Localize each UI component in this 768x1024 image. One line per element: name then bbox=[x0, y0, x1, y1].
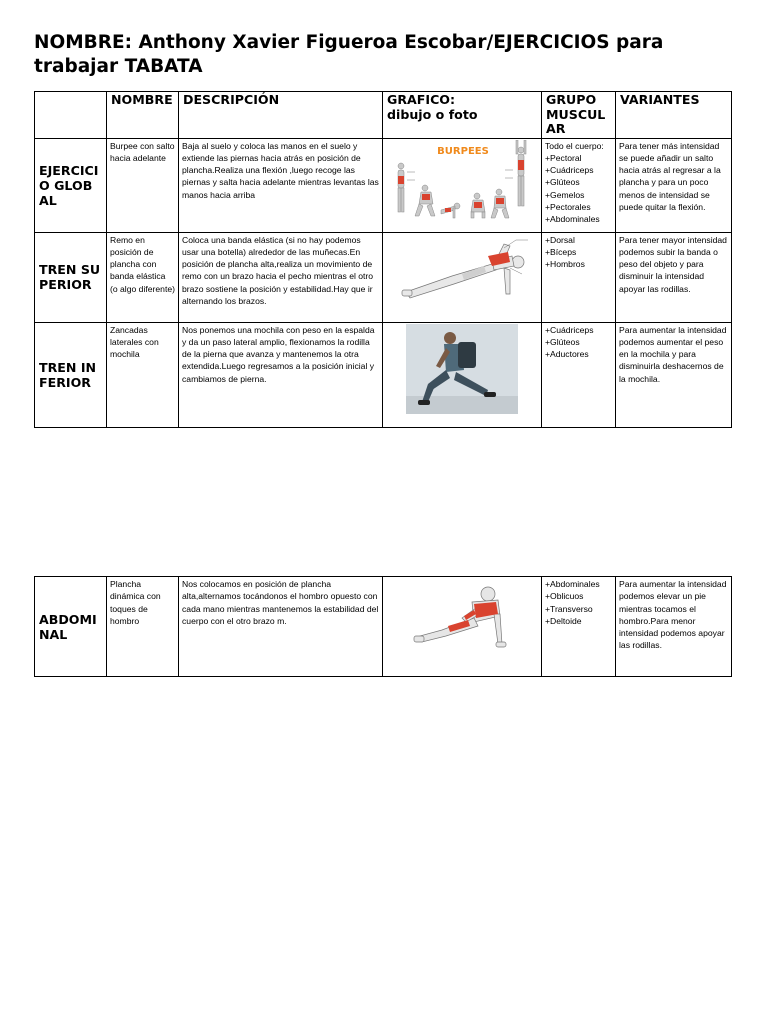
variants: Para aumentar la intensidad podemos elevar un pie mientras tocamos el hombro.Para menor intensidad podemos apoyar las rodillas. bbox=[616, 577, 732, 677]
exercise-description: Coloca una banda elástica (si no hay podemos usar una botella) alrededor de las muñecas.En posición de plancha alta,realiza un movimiento de remo con un brazo hacia el pecho mientras el otro brazo sostiene la posición y estabilidad.Hay que ir alternando los brazos. bbox=[179, 232, 383, 322]
variants: Para tener mayor intensidad podemos subir la banda o peso del objeto y para disminuir la intensidad apoyar las rodillas. bbox=[616, 232, 732, 322]
exercise-graphic-cell bbox=[383, 577, 542, 677]
exercise-name: Burpee con salto hacia adelante bbox=[107, 138, 179, 232]
header-grupo-muscular: GRUPO MUSCULAR bbox=[542, 92, 616, 139]
exercise-name: Remo en posición de plancha con banda elástica (o algo diferente) bbox=[107, 232, 179, 322]
row-label-ejercicio-global: EJERCICIO GLOBAL bbox=[35, 138, 107, 232]
burpees-label: BURPEES bbox=[437, 145, 489, 157]
shoulder-tap-plank-illustration bbox=[402, 578, 522, 670]
muscle-group: +Abdominales +Oblicuos +Transverso +Deltoide bbox=[542, 577, 616, 677]
table-row bbox=[35, 232, 732, 322]
muscle-group: +Cuádriceps +Glúteos +Aductores bbox=[542, 322, 616, 427]
document-title: NOMBRE: Anthony Xavier Figueroa Escobar/EJERCICIOS para trabajar TABATA bbox=[34, 32, 664, 77]
exercise-name: Zancadas laterales con mochila bbox=[107, 322, 179, 427]
exercise-graphic-cell bbox=[383, 232, 542, 322]
exercise-name: Plancha dinámica con toques de hombro bbox=[107, 577, 179, 677]
burpees-illustration bbox=[395, 140, 529, 224]
abdominal-table bbox=[34, 576, 732, 677]
exercise-description: Baja al suelo y coloca las manos en el suelo y extiende las piernas hacia atrás en posición de plancha.Realiza una flexión ,luego recoge las piernas y salta hacia adelante mientras levantas las manos hacia arriba bbox=[179, 138, 383, 232]
row-label-tren-superior: TREN SUPERIOR bbox=[35, 232, 107, 322]
muscle-group: Todo el cuerpo: +Pectoral +Cuádriceps +Glúteos +Gemelos +Pectorales +Abdominales bbox=[542, 138, 616, 232]
header-descripcion: DESCRIPCIÓN bbox=[179, 92, 383, 139]
plank-row-illustration bbox=[392, 234, 532, 308]
muscle-group: +Dorsal +Bíceps +Hombros bbox=[542, 232, 616, 322]
variants: Para aumentar la intensidad podemos aumentar el peso en la mochila y para disminuirla deshacernos de la mochila. bbox=[616, 322, 732, 427]
header-grafico: GRAFICO: dibujo o foto bbox=[383, 92, 542, 139]
exercise-graphic-cell bbox=[383, 138, 542, 232]
header-variantes: VARIANTES bbox=[616, 92, 732, 139]
row-label-abdominal: ABDOMINAL bbox=[35, 577, 107, 677]
header-nombre: NOMBRE bbox=[107, 92, 179, 139]
row-label-tren-inferior: TREN INFERIOR bbox=[35, 322, 107, 427]
exercise-description: Nos colocamos en posición de plancha alta,alternamos tocándonos el hombro opuesto con cada mano mientras mantenemos la estabilidad del cuerpo con el otro brazo m. bbox=[179, 577, 383, 677]
exercise-graphic-cell bbox=[383, 322, 542, 427]
table-row bbox=[35, 577, 732, 677]
table-row bbox=[35, 138, 732, 232]
variants: Para tener más intensidad se puede añadir un salto hacia atrás al regresar a la plancha y para un poco menos de intensidad se puede quitar la flexión. bbox=[616, 138, 732, 232]
header-row bbox=[35, 92, 732, 139]
exercise-table bbox=[34, 91, 732, 428]
exercise-description: Nos ponemos una mochila con peso en la espalda y da un paso lateral amplio, flexionamos la rodilla de la pierna que avanza y mantenemos la otra extendida.Luego regresamos a la posición inicial y cambiamos de pierna. bbox=[179, 322, 383, 427]
lunge-backpack-photo bbox=[406, 324, 518, 414]
table-row bbox=[35, 322, 732, 427]
header-empty-cell bbox=[35, 92, 107, 139]
